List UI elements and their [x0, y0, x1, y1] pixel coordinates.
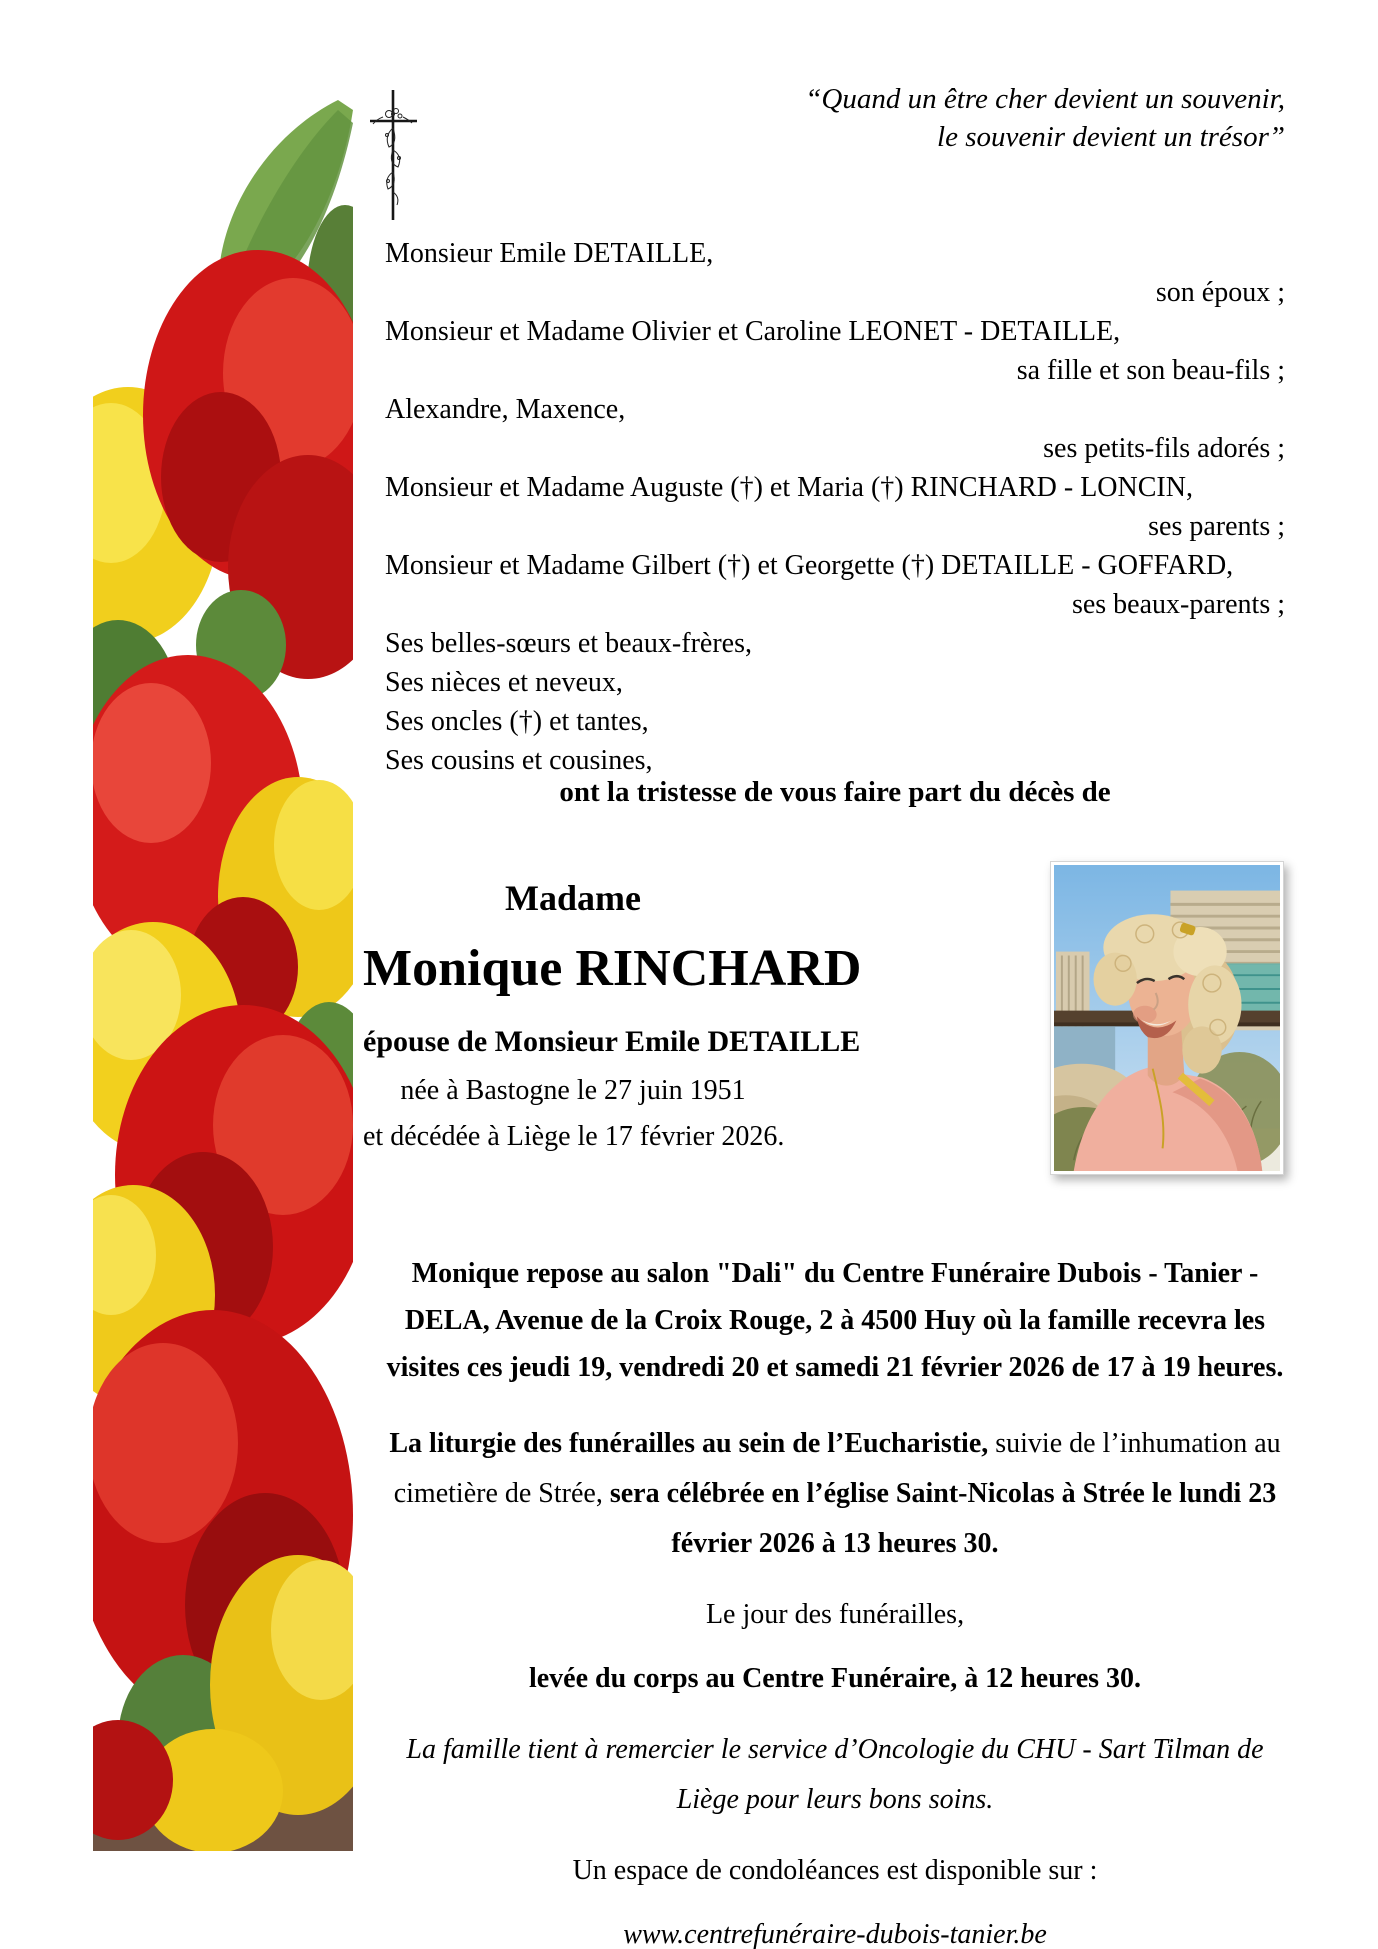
relation-line: son époux ; [1155, 277, 1285, 308]
funeral-details [385, 1222, 1285, 1949]
levee-line: levée du corps au Centre Funéraire, à 12 heures 30. [528, 1663, 1142, 1694]
family-member-line: Monsieur et Madame Gilbert (†) et Georgette (†) DETAILLE - GOFFARD, [385, 550, 1234, 581]
relation-line: sa fille et son beau-fils ; [1016, 355, 1285, 386]
family-member-line: Monsieur Emile DETAILLE, [385, 238, 714, 269]
liturgy-paragraph [385, 1419, 1285, 1569]
quote-line-1: “Quand un être cher devient un souvenir, [805, 83, 1285, 115]
family-member-line: Monsieur et Madame Olivier et Caroline LEONET - DETAILLE, [385, 316, 1121, 347]
spouse-line: épouse de Monsieur Emile DETAILLE [363, 1025, 861, 1058]
quote-line-2: le souvenir devient un trésor” [937, 121, 1285, 153]
repose-paragraph: Monique repose au salon "Dali" du Centre Funéraire Dubois - Tanier - DELA, Avenue de la Croix Rouge, 2 à 4500 Huy où la famille recevra les visites ces jeudi 19, vendredi 20 et samedi 21 février 2026 de 17 à 19 heures. [386, 1258, 1284, 1383]
family-member-line: Alexandre, Maxence, [385, 394, 626, 425]
deceased-name: Monique RINCHARD [363, 940, 862, 997]
memorial-quote [620, 80, 1285, 156]
family-group-line: Ses cousins et cousines, [385, 745, 653, 776]
family-group-line: Ses oncles (†) et tantes, [385, 706, 649, 737]
birth-line: née à Bastogne le 27 juin 1951 [400, 1075, 746, 1106]
relation-line: ses petits-fils adorés ; [1043, 433, 1285, 464]
deceased-portrait-photo [1050, 861, 1284, 1175]
website-link[interactable]: www.centrefunéraire-dubois-tanier.be [623, 1919, 1047, 1949]
funeral-day-line: Le jour des funérailles, [705, 1599, 965, 1630]
liturgy-bold-1: La liturgie des funérailles au sein de l’Eucharistie, [389, 1428, 989, 1459]
liturgy-regular-1: suivie de l’inhumation au cimetière de Strée, [393, 1428, 1281, 1509]
ornamental-cross-icon [366, 86, 420, 224]
condolences-line: Un espace de condoléances est disponible sur : [572, 1855, 1098, 1886]
deceased-title: Madame [505, 878, 641, 918]
death-announcement-line: ont la tristesse de vous faire part du décès de [559, 776, 1111, 808]
death-line: et décédée à Liège le 17 février 2026. [363, 1121, 785, 1152]
family-list [385, 234, 1285, 780]
deceased-block [363, 860, 862, 1156]
relation-line: ses parents ; [1148, 511, 1285, 542]
family-group-line: Ses belles-sœurs et beaux-frères, [385, 628, 752, 659]
flower-bouquet-image [93, 85, 353, 1851]
liturgy-bold-2: sera célébrée en l’église Saint-Nicolas à Strée le lundi 23 février 2026 à 13 heures 30. [609, 1478, 1277, 1559]
thanks-paragraph: La famille tient à remercier le service d’Oncologie du CHU - Sart Tilman de Liège pour leurs bons soins. [406, 1734, 1264, 1815]
family-member-line: Monsieur et Madame Auguste (†) et Maria (†) RINCHARD - LONCIN, [385, 472, 1193, 503]
family-group-line: Ses nièces et neveux, [385, 667, 623, 698]
roses-illustration [93, 85, 353, 1851]
relation-line: ses beaux-parents ; [1071, 589, 1285, 620]
